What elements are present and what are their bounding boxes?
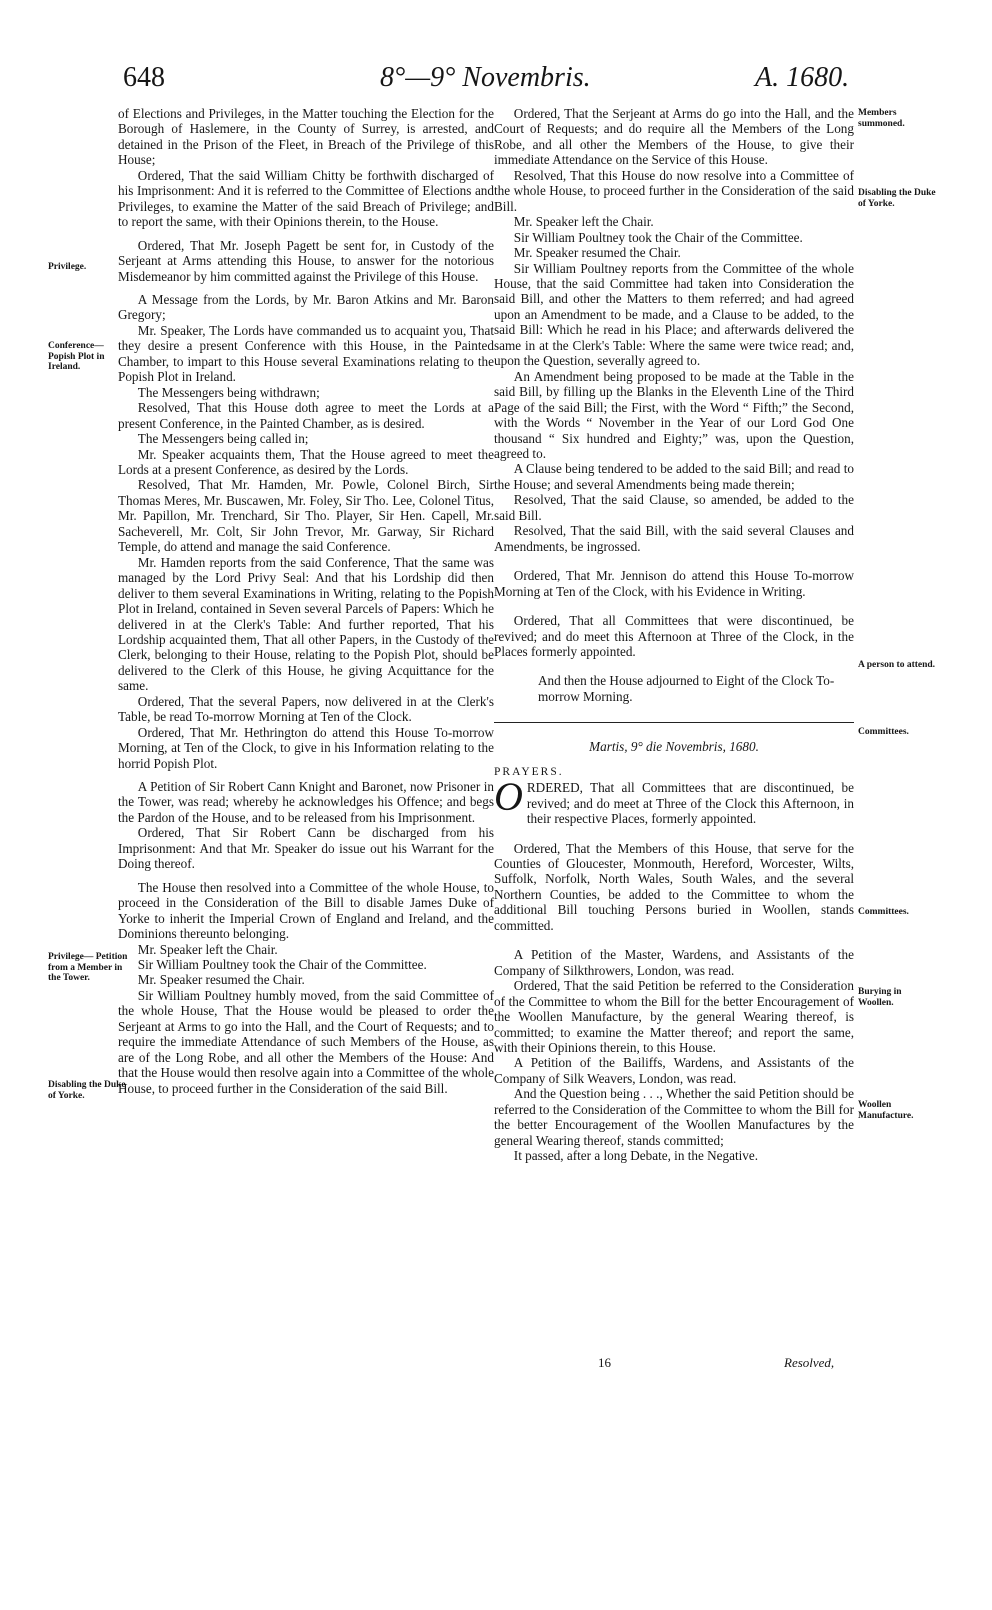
paragraph: Ordered, That the said Petition be referred to the Consideration of the Committee to whom the Bill for the better Encouragement of the Woollen Manufacture, by the general Wearing thereof, is committed; to examine the Matter thereof; and report the same, with their Opinions therein, to this House. [494, 978, 854, 1056]
page-header [0, 62, 992, 102]
paragraph: Ordered, That the Serjeant at Arms do go into the Hall, and the Court of Requests; and do require all the Members of the Long Robe, and all other the Members of the House, to give their immediate Attendance on the Service of this House. [494, 106, 854, 168]
paragraph: Sir William Poultney took the Chair of the Committee. [513, 229, 803, 245]
paragraph: Resolved, That this House doth agree to meet the Lords at a present Conference, in the Painted Chamber, as is desired. [118, 400, 494, 431]
paragraph: The Messengers being withdrawn; [137, 384, 320, 400]
paragraph: An Amendment being proposed to be made at the Table in the said Bill, by filling up the Blanks in the Eleventh Line of the Third Page of the said Bill; the First, with the Word “ Fifth;” the Second, with the Words “ November in the Year of our Lord God One thousand “ Six hundred and Eighty;” was, upon the Question, agreed to. [494, 368, 854, 461]
paragraph: Mr. Hamden reports from the said Conference, That the same was managed by the Lord Privy Seal: And that his Lordship did then deliver to them several Examinations in Writing, relating to the Popish Plot in Ireland, contained in Seven several Parcels of Papers: Which he delivered in at the Clerk's Table: And further reported, That his Lordship acquainted them, That all other Papers, in the Custody of the Clerk, belonging to their House, relating to the Popish Plot, should be delivered to the Clerk of this House, he giving Acquittance for the same. [118, 554, 494, 694]
paragraph-text: RDERED, That all Committees that are discontinued, be revived; and do meet at Three of the Clock this Afternoon, in their respective Places, formerly appointed. [526, 780, 854, 827]
paragraph: Sir William Poultney humbly moved, from the said Committee of the whole House, That the House would be pleased to order the Serjeant at Arms to go into the Hall, and the Court of Requests; and to require the immediate Attendance of such Members of the House, as are of the Long Robe, and all other the Members of the House: And that the House would then resolve again into a Committee of the whole House, to proceed further in the Consideration of the said Bill. [118, 987, 494, 1096]
right-column [494, 106, 854, 1164]
margin-note-burying: Burying in Woollen. [858, 987, 902, 1008]
left-column [118, 106, 494, 1096]
paragraph: A Petition of the Master, Wardens, and Assistants of the Company of Silkthrowers, London, was read. [494, 947, 854, 978]
paragraph: It passed, after a long Debate, in the Negative. [513, 1148, 759, 1164]
paragraph: Mr. Speaker left the Chair. [137, 941, 278, 957]
prayers-heading: PRAYERS. [494, 765, 564, 778]
section-date: Martis, 9° die Novembris, 1680. [589, 739, 759, 755]
paragraph: Resolved, That the said Clause, so amended, be added to the said Bill. [494, 492, 854, 523]
paragraph: Sir William Poultney took the Chair of the Committee. [137, 957, 427, 973]
paragraph: Mr. Speaker left the Chair. [513, 214, 654, 230]
header-date: 8°—9° Novembris. [380, 62, 591, 93]
paragraph: Ordered, That Mr. Hethrington do attend this House To-morrow Morning, at Ten of the Clock, to give in his Information relating to the horrid Popish Plot. [118, 724, 494, 771]
paragraph: Mr. Speaker resumed the Chair. [137, 972, 305, 988]
drop-cap: O [494, 774, 523, 820]
paragraph: Resolved, That the said Bill, with the said several Clauses and Amendments, be ingrossed. [494, 523, 854, 554]
paragraph: A Message from the Lords, by Mr. Baron Atkins and Mr. Baron Gregory; [118, 291, 494, 323]
margin-note-person-to-attend: A person to attend. [858, 660, 936, 670]
adjournment: And then the House adjourned to Eight of the Clock To-morrow Morning. [538, 673, 835, 704]
paragraph: Mr. Speaker resumed the Chair. [513, 245, 681, 261]
paragraph: Ordered, That the Members of this House, that serve for the Counties of Gloucester, Monmouth, Hereford, Worcester, Wilts, Suffolk, Norfolk, North Wales, South Wales, and the several Northern Counties, be added to the Committee to whom the additional Bill touching Persons buried in Woollen, stands committed. [494, 840, 854, 933]
catchword: Resolved, [784, 1355, 835, 1370]
margin-note-conference: Conference— Popish Plot in Ireland. [48, 341, 105, 372]
margin-note-privilege-petition: Privilege— Petition from a Member in the Tower. [48, 952, 128, 983]
margin-note-committees-1: Committees. [858, 727, 909, 737]
paragraph: Mr. Speaker acquaints them, That the House agreed to meet the Lords at a present Conference, as desired by the Lords. [118, 446, 494, 477]
margin-note-disabling-right: Disabling the Duke of Yorke. [858, 188, 936, 209]
paragraph: Resolved, That this House do now resolve into a Committee of the whole House, to proceed further in the Consideration of the said Bill. [494, 167, 854, 214]
signature-mark: 16 [598, 1355, 611, 1370]
paragraph: Ordered, That the said William Chitty be forthwith discharged of his Imprisonment: And it is referred to the Committee of Elections and Privileges, to examine the Matter of the said Breach of Privilege; and to report the same, with their Opinions therein, to the House. [118, 167, 494, 230]
margin-note-disabling-left: Disabling the Duke of Yorke. [48, 1080, 126, 1101]
paragraph: A Petition of the Bailiffs, Wardens, and Assistants of the Company of Silk Weavers, London, was read. [494, 1055, 854, 1086]
margin-note-committees-2: Committees. [858, 907, 909, 917]
paragraph: Ordered, That Mr. Joseph Pagett be sent for, in Custody of the Serjeant at Arms attending this House, to answer for the notorious Misdemeanor by him committed against the Privilege of this House. [118, 237, 494, 284]
paragraph-dropcap [494, 774, 854, 827]
margin-note-privilege: Privilege. [48, 262, 87, 272]
paragraph: of Elections and Privileges, in the Matter touching the Election for the Borough of Haslemere, in the County of Surrey, is arrested, and detained in the Prison of the Fleet, in Breach of the Privilege of this House; [118, 106, 494, 168]
paragraph: The House then resolved into a Committee of the whole House, to proceed in the Consideration of the Bill to disable James Duke of Yorke to inherit the Imperial Crown of England and Ireland, and the Dominions thereunto belonging. [118, 879, 494, 942]
paragraph: Ordered, That the several Papers, now delivered in at the Clerk's Table, be read To-morrow Morning at Ten of the Clock. [118, 693, 494, 725]
paragraph: A Clause being tendered to be added to the said Bill; and read to the House; and several Amendments being made therein; [494, 461, 854, 492]
page-number: 648 [123, 62, 165, 93]
paragraph: Ordered, That Sir Robert Cann be discharged from his Imprisonment: And that Mr. Speaker do issue out his Warrant for the Doing thereof. [118, 825, 494, 872]
header-year: A. 1680. [755, 62, 850, 93]
paragraph: A Petition of Sir Robert Cann Knight and Baronet, now Prisoner in the Tower, was read; whereby he acknowledges his Offence; and begs the Pardon of the House, and to be released from his Imprisonment. [118, 779, 494, 825]
paragraph: The Messengers being called in; [137, 431, 309, 447]
paragraph: And the Question being . . ., Whether the said Petition should be referred to the Consideration of the Committee to whom the Bill for the better Encouragement of the Woollen Manufactures by the general Wearing thereof, stands committed; [494, 1086, 854, 1148]
section-divider [494, 722, 854, 723]
paragraph: Ordered, That Mr. Jennison do attend this House To-morrow Morning at Ten of the Clock, with his Evidence in Writing. [494, 568, 854, 599]
paragraph: Sir William Poultney reports from the Committee of the whole House, that the said Committee had taken into Consideration the said Bill, and other the Matters to them referred; and had agreed upon an Amendment to be made, and a Clause to be added, to the said Bill: Which he read in his Place; and afterwards delivered the same in at the Clerk's Table: Where the same were twice read; and, upon the Question, severally agreed to. [494, 260, 854, 369]
paragraph: Resolved, That Mr. Hamden, Mr. Powle, Colonel Birch, Sir Thomas Meres, Mr. Buscawen, Mr. Foley, Sir Tho. Lee, Colonel Titus, Mr. Papillon, Mr. Trenchard, Sir Tho. Player, Sir Hen. Capell, Mr. Sacheverell, Mr. Colt, Sir John Trevor, Mr. Garway, Sir Richard Temple, do attend and manage the said Conference. [118, 477, 494, 555]
paragraph: Ordered, That all Committees that were discontinued, be revived; and do meet this Afternoon at Three of the Clock, in the Places formerly appointed. [494, 613, 854, 659]
margin-note-members-summoned: Members summoned. [858, 108, 905, 129]
margin-note-woollen: Woollen Manufacture. [858, 1100, 914, 1121]
paragraph: Mr. Speaker, The Lords have commanded us to acquaint you, That they desire a present Conference with this House, in the Painted Chamber, to impart to this House several Examinations relating to the Popish Plot in Ireland. [118, 322, 494, 385]
